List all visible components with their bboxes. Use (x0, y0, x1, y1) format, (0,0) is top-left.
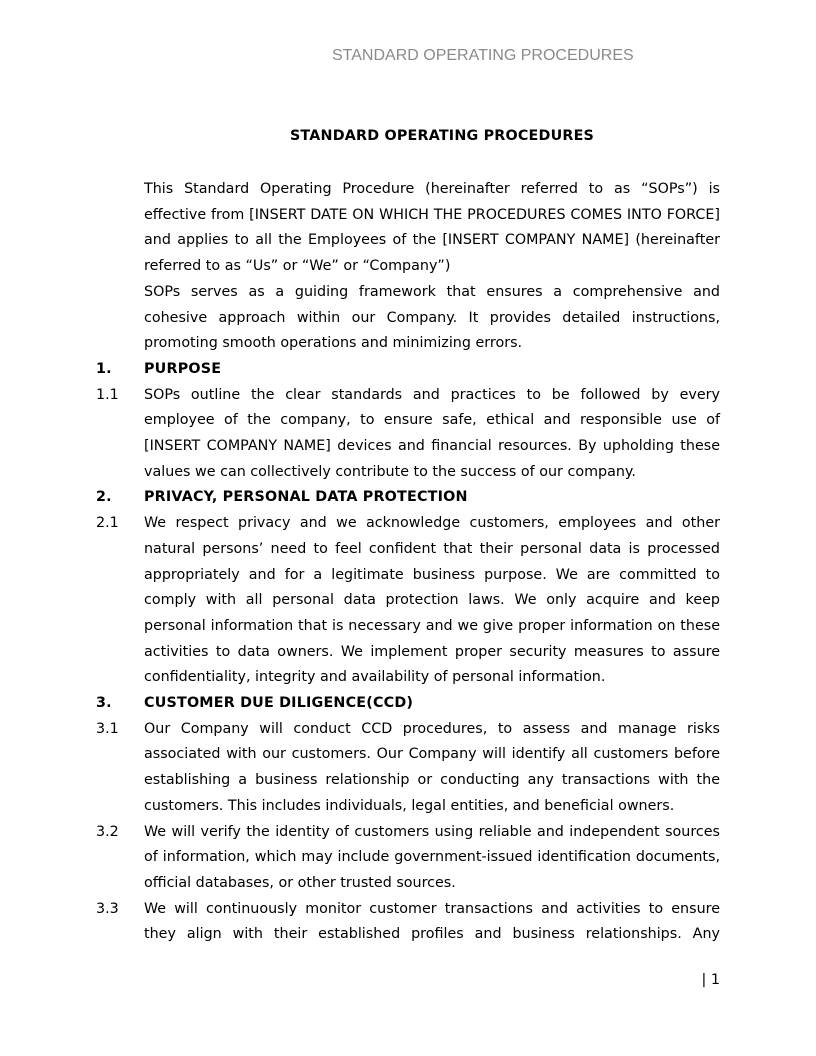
section-heading (96, 691, 720, 717)
section-heading-text: PRIVACY, PERSONAL DATA PROTECTION (144, 489, 468, 506)
section-heading-text: PURPOSE (144, 360, 222, 377)
clause-text: SOPs outline the clear standards and practices to be followed by every employee of the company, to ensure safe, ethical and responsible use of [INSERT COMPANY NAME] devices and financial resources. By upholding these values we can collectively contribute to the success of our company. (144, 386, 720, 480)
clause (96, 511, 720, 691)
clause-number: 3.3 (96, 900, 119, 917)
clause-text: We will verify the identity of customers using reliable and independent sources of information, which may include government-issued identification documents, official databases, or other trusted sources. (144, 823, 720, 891)
intro-paragraph: SOPs serves as a guiding framework that ensures a comprehensive and cohesive approach within our Company. It provides detailed instructions, promoting smooth operations and minimizing errors. (144, 283, 720, 352)
clause (96, 717, 720, 820)
clause-text: We will continuously monitor customer transactions and activities to ensure they align with their established profiles and business relationships. Any (144, 900, 720, 943)
clause (96, 897, 720, 948)
section-heading (96, 357, 720, 383)
clause-text: Our Company will conduct CCD procedures, to assess and manage risks associated with our customers. Our Company will identify all customers before establishing a business relationship or conducting any transactions with the customers. This includes individuals, legal entities, and beneficial owners. (144, 720, 720, 814)
document-title: STANDARD OPERATING PROCEDURES (289, 128, 595, 144)
section-heading-text: CUSTOMER DUE DILIGENCE(CCD) (144, 695, 414, 712)
clause-number: 1.1 (96, 386, 119, 403)
document-body (96, 177, 720, 948)
page-header: STANDARD OPERATING PROCEDURES (332, 47, 634, 64)
section-number: 3. (96, 695, 112, 712)
section-number: 2. (96, 489, 112, 506)
clause (96, 820, 720, 897)
page-number: | 1 (701, 972, 720, 988)
clause-number: 3.1 (96, 720, 119, 737)
section-heading (96, 485, 720, 511)
clause (96, 383, 720, 486)
clause-number: 2.1 (96, 515, 119, 532)
section-number: 1. (96, 360, 112, 377)
clause-number: 3.2 (96, 823, 119, 840)
intro-paragraph: This Standard Operating Procedure (hereinafter referred to as “SOPs”) is effective from [INSERT DATE ON WHICH THE PROCEDURES COMES INTO FORCE] and applies to all the Employees of the [INSERT COMPANY NAME] (hereinafter referred to as “Us” or “We” or “Company”) (144, 181, 720, 275)
clause-text: We respect privacy and we acknowledge customers, employees and other natural persons’ need to feel confident that their personal data is processed appropriately and for a legitimate business purpose. We are committed to comply with all personal data protection laws. We only acquire and keep personal information that is necessary and we give proper information on these activities to data owners. We implement proper security measures to assure confidentiality, integrity and availability of personal information. (144, 515, 720, 686)
